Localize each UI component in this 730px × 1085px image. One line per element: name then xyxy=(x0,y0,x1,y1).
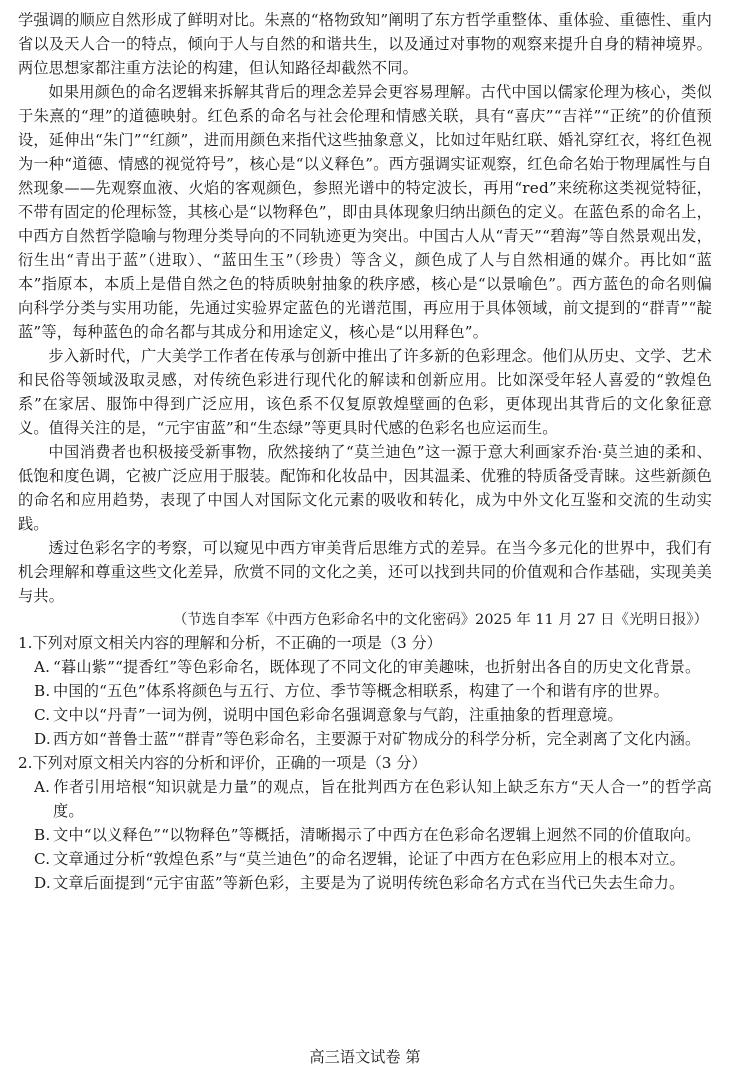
option-letter: C. xyxy=(34,706,51,724)
question-option xyxy=(18,655,712,679)
option-text: “暮山紫”“提香红”等色彩命名，既体现了不同文化的审美趣味，也折射出各自的历史文化背景。 xyxy=(53,658,701,676)
question-option xyxy=(18,871,712,895)
option-letter: B. xyxy=(34,682,51,700)
option-text: 文章后面提到“元宇宙蓝”等新色彩，主要是为了说明传统色彩命名方式在当代已失去生命力。 xyxy=(53,874,685,892)
option-letter: D. xyxy=(34,730,51,748)
option-letter: C. xyxy=(34,850,51,868)
question-option xyxy=(18,727,712,751)
question-option xyxy=(18,703,712,727)
passage-paragraph: 学强调的顺应自然形成了鲜明对比。朱熹的“格物致知”阐明了东方哲学重整体、重体验、重德性、重内省以及天人合一的特点，倾向于人与自然的和谐共生，以及通过对事物的观察来提升自身的精神境界。两位思想家都注重方法论的构建，但认知路径却截然不同。 xyxy=(18,11,712,77)
passage-source-citation: （节选自李军《中西方色彩命名中的文化密码》2025 年 11 月 27 日《光明日报》） xyxy=(172,612,708,628)
option-text: 文章通过分析“敦煌色系”与“莫兰迪色”的命名逻辑，论证了中西方在色彩应用上的根本对立。 xyxy=(53,850,685,868)
option-letter: A. xyxy=(34,658,51,676)
option-text: 文中“以义释色”“以物释色”等概括，清晰揭示了中西方在色彩命名逻辑上迥然不同的价值取向。 xyxy=(53,826,701,844)
question-2 xyxy=(18,751,712,895)
option-letter: D. xyxy=(34,874,51,892)
passage-paragraph: 透过色彩名字的考察，可以窥见中西方审美背后思维方式的差异。在当今多元化的世界中，我们有机会理解和尊重这些文化差异，欣赏不同的文化之美，还可以找到共同的价值观和合作基础，实现美美与共。 xyxy=(18,539,712,605)
question-1 xyxy=(18,631,712,751)
question-option xyxy=(18,823,712,847)
passage-paragraph: 步入新时代，广大美学工作者在传承与创新中推出了许多新的色彩理念。他们从历史、文学、艺术和民俗等领域汲取灵感，对传统色彩进行现代化的解读和创新应用。比如深受年轻人喜爱的“敦煌色系”在家居、服饰中得到广泛应用，该色系不仅复原敦煌壁画的色彩，更体现出其背后的文化象征意义。值得关注的是，“元宇宙蓝”和“生态绿”等更具时代感的色彩名也应运而生。 xyxy=(18,347,712,437)
question-option xyxy=(18,679,712,703)
page-footer: 高三语文试卷 第 xyxy=(309,1048,421,1066)
question-option xyxy=(18,847,712,871)
passage-paragraph: 如果用颜色的命名逻辑来拆解其背后的理念差异会更容易理解。古代中国以儒家伦理为核心，类似于朱熹的“理”的道德映射。红色系的命名与社会伦理和情感关联，具有“喜庆”“吉祥”“正统”的价值预设，延伸出“朱门”“红颜”，进而用颜色来指代这些抽象意义，比如过年贴红联、婚礼穿红衣，将红色视为一种“道德、情感的视觉符号”，核心是“以义释色”。西方强调实证观察，红色命名始于物理属性与自然现象——先观察血液、火焰的客观颜色，参照光谱中的特定波长，再用“red”来统称这类视觉特征，不带有固定的伦理标签，其核心是“以物释色”，即由具体现象归纳出颜色的定义。在蓝色系的命名上，中西方自然哲学隐喻与物理分类导向的不同轨迹更为突出。中国古人从“青天”“碧海”等自然景观出发，衍生出“青出于蓝”（进取）、“蓝田生玉”（珍贵）等含义，颜色成了人与自然相通的媒介。再比如“蓝本”指原本，本质上是借自然之色的特质映射抽象的秩序感，核心是“以景喻色”。西方蓝色的命名则偏向科学分类与实用功能，先通过实验界定蓝色的光谱范围，再应用于具体领域，前文提到的“群青”“靛蓝”等，每种蓝色的命名都与其成分和用途定义，核心是“以用释色”。 xyxy=(18,83,712,341)
question-option xyxy=(18,775,712,823)
option-text: 文中以“丹青”一词为例，说明中国色彩命名强调意象与气韵，注重抽象的哲理意境。 xyxy=(53,706,623,724)
option-text: 西方如“普鲁士蓝”“群青”等色彩命名，主要源于对矿物成分的科学分析，完全剥离了文化内涵。 xyxy=(53,730,701,748)
option-text: 中国的“五色”体系将颜色与五行、方位、季节等概念相联系，构建了一个和谐有序的世界。 xyxy=(53,682,670,700)
passage-paragraph: 中国消费者也积极接受新事物，欣然接纳了“莫兰迪色”这一源于意大利画家乔治·莫兰迪的柔和、低饱和度色调，它被广泛应用于服装。配饰和化妆品中，因其温柔、优雅的特质备受青睐。这些新颜色的命名和应用趋势，表现了中国人对国际文化元素的吸收和转化，成为中外文化互鉴和交流的生动实践。 xyxy=(18,443,712,533)
question-stem: 1.下列对原文相关内容的理解和分析，不正确的一项是（3 分） xyxy=(18,634,442,652)
passage xyxy=(18,8,712,631)
option-letter: A. xyxy=(34,778,51,796)
question-stem: 2.下列对原文相关内容的分析和评价，正确的一项是（3 分） xyxy=(18,754,427,772)
option-letter: B. xyxy=(34,826,51,844)
option-text: 作者引用培根“知识就是力量”的观点，旨在批判西方在色彩认知上缺乏东方“天人合一”的哲学高度。 xyxy=(53,778,712,820)
